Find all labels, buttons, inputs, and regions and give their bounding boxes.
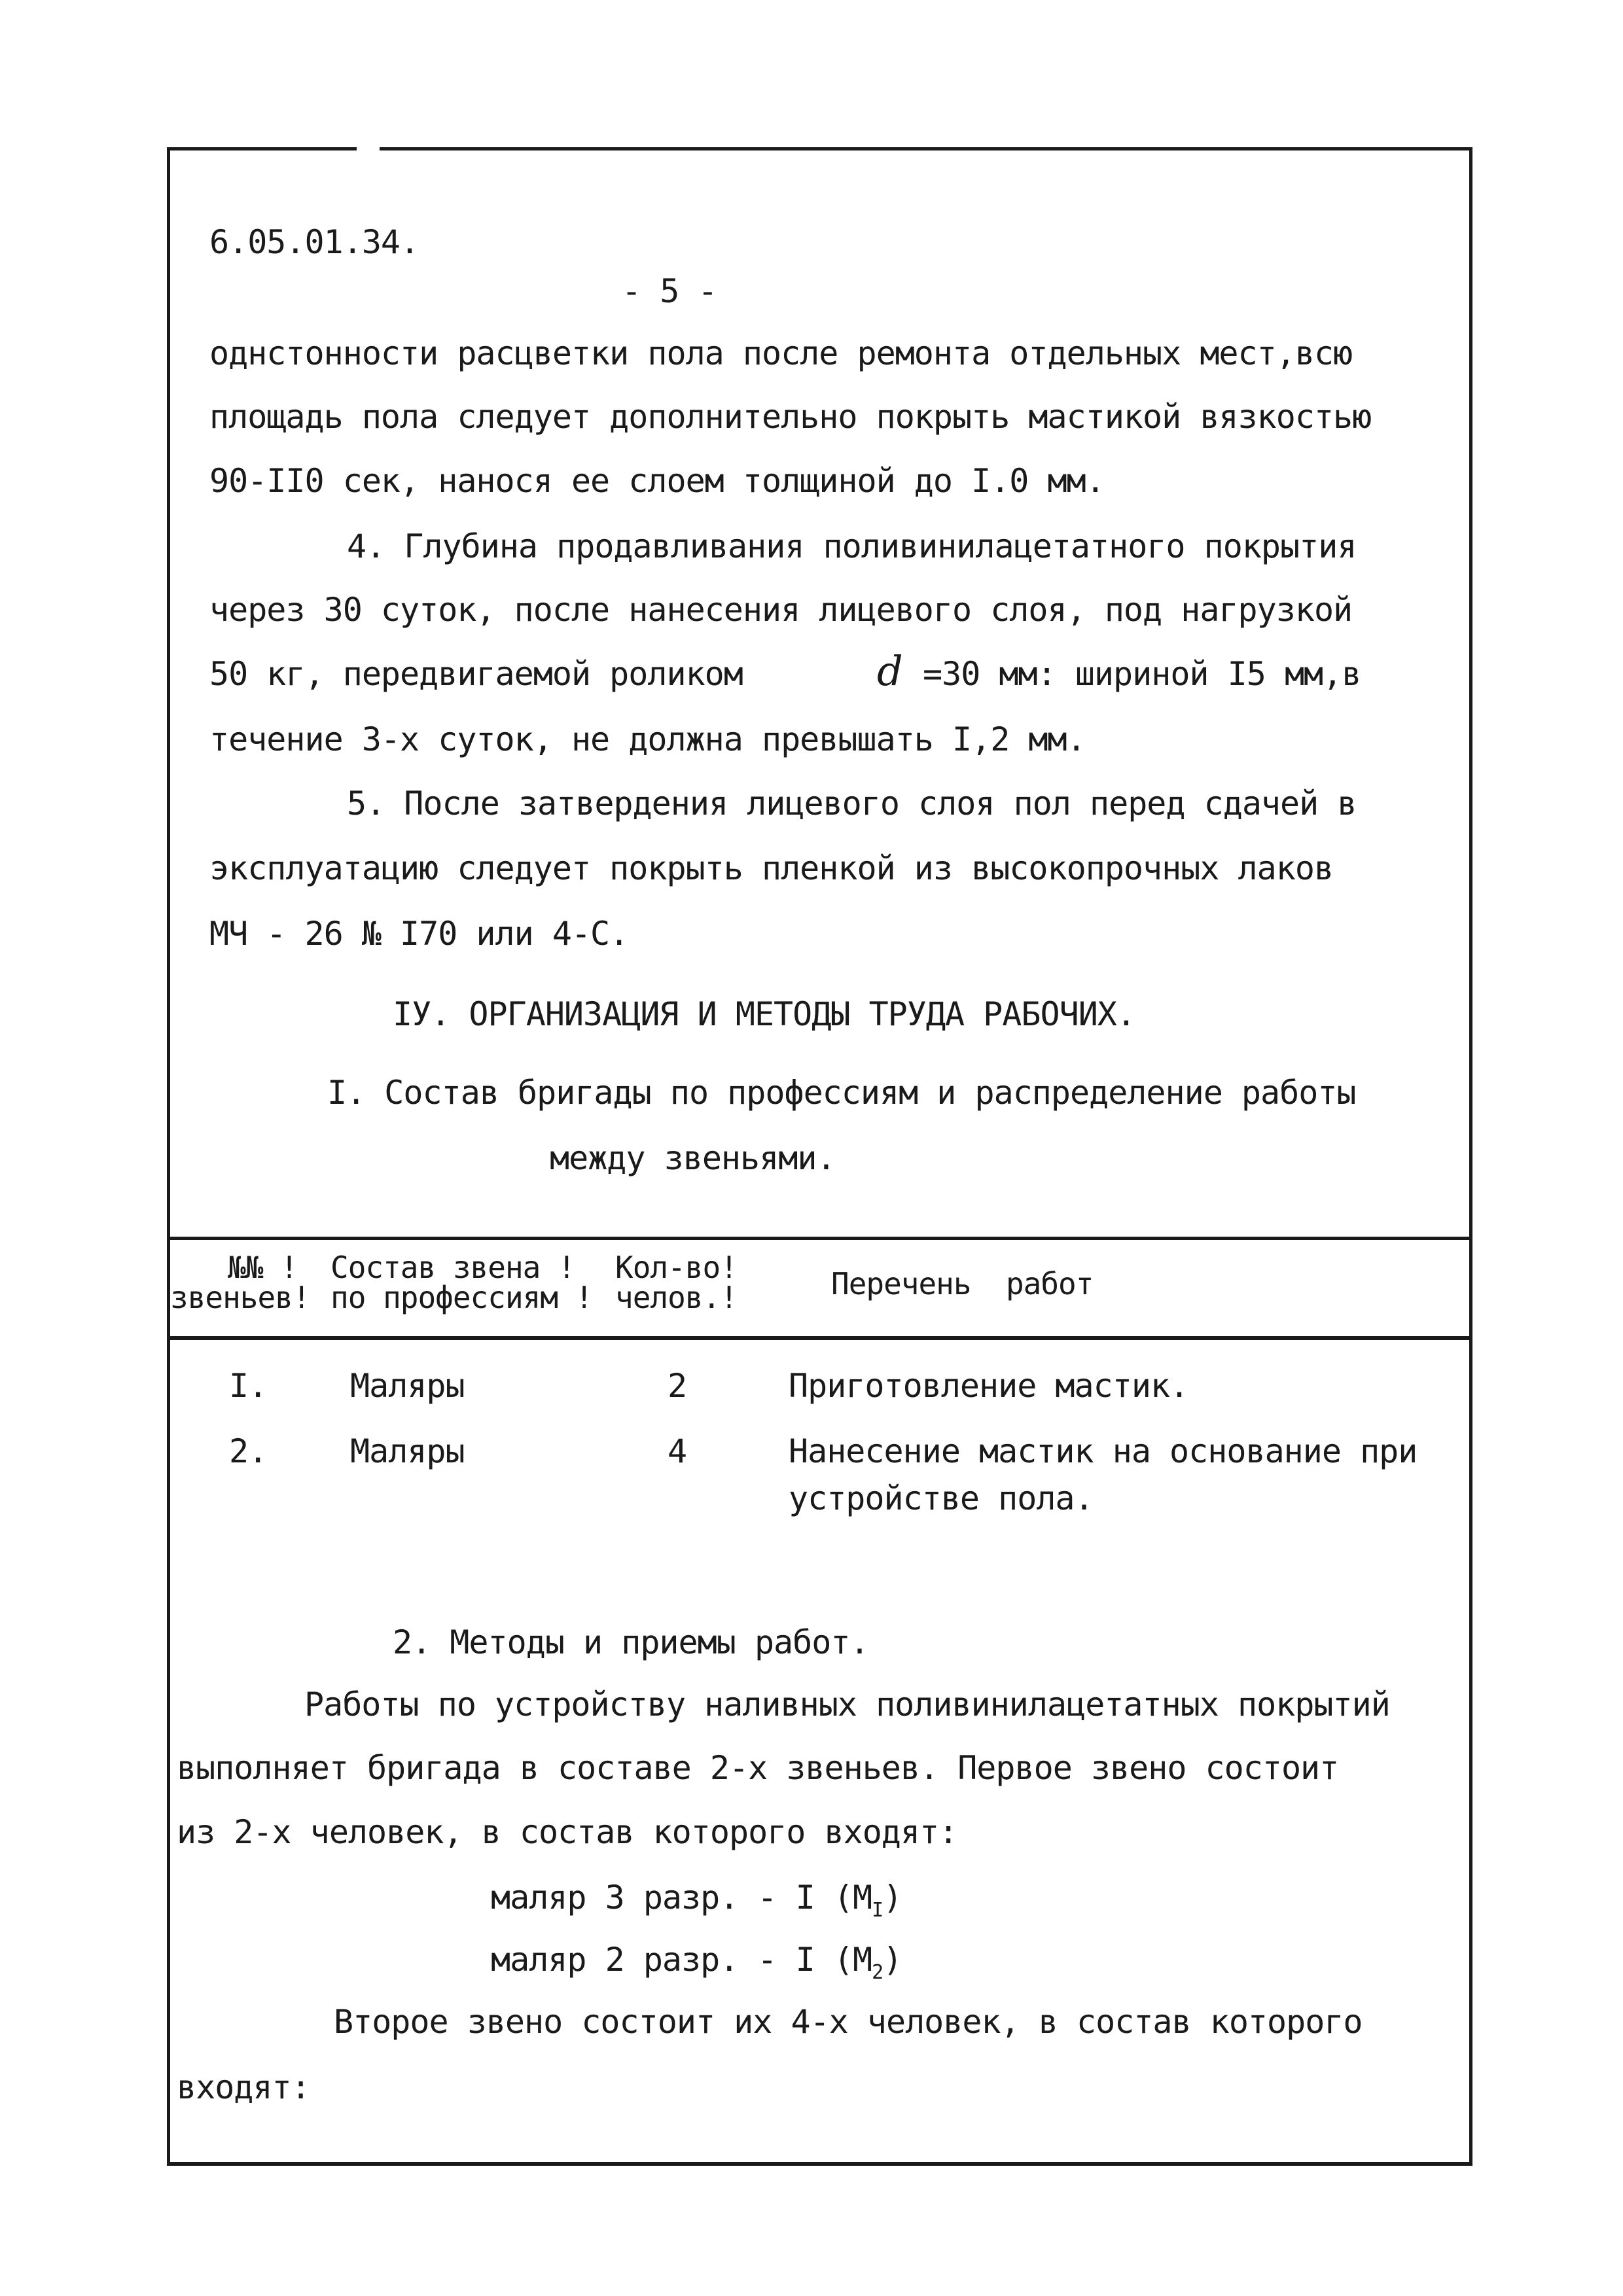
table-header-num-1: №№ ! bbox=[228, 1250, 298, 1285]
text-line: 5. После затвердения лицевого слоя пол перед сдачей в bbox=[347, 785, 1357, 822]
worker-subscript: I bbox=[872, 1899, 883, 1922]
table-header-num-2: звеньев! bbox=[170, 1280, 310, 1315]
worker-close: ) bbox=[883, 1879, 902, 1916]
text-line: входят: bbox=[177, 2068, 310, 2106]
table-cell-composition: Маляры bbox=[350, 1367, 465, 1405]
text-line: =30 мм: шириной I5 мм,в bbox=[923, 655, 1361, 693]
worker-line bbox=[491, 1943, 902, 1983]
table-cell-work-cont: устройстве пола. bbox=[789, 1479, 1094, 1517]
text-line: Второе звено состоит их 4-х человек, в состав которого bbox=[334, 2003, 1363, 2041]
page-number: - 5 - bbox=[622, 272, 717, 310]
table-header-work: Перечень работ bbox=[831, 1266, 1094, 1301]
worker-close: ) bbox=[883, 1941, 902, 1979]
table-header-composition-2: по профессиям ! bbox=[330, 1280, 593, 1315]
text-line: однстонности расцветки пола после ремонта отдельных мест,всю bbox=[209, 334, 1353, 372]
text-line: 50 кг, передвигаемой роликом bbox=[209, 655, 743, 693]
table-header-composition-1: Состав звена ! bbox=[330, 1250, 575, 1285]
subsection-title-cont: между звеньями. bbox=[550, 1139, 836, 1177]
text-line: площадь пола следует дополнительно покрыть мастикой вязкостью bbox=[209, 398, 1372, 436]
text-line: выполняет бригада в составе 2-х звеньев. Первое звено состоит bbox=[177, 1749, 1339, 1787]
text-line: 4. Глубина продавливания поливинилацетатного покрытия bbox=[347, 527, 1357, 565]
text-line: эксплуатацию следует покрыть пленкой из высокопрочных лаков bbox=[209, 849, 1334, 887]
text-line: через 30 суток, после нанесения лицевого слоя, под нагрузкой bbox=[209, 591, 1353, 629]
section-title: IУ. ОРГАНИЗАЦИЯ И МЕТОДЫ ТРУДА РАБОЧИХ. bbox=[393, 995, 1135, 1033]
text-line: течение 3-х суток, не должна превышать I,2 мм. bbox=[209, 720, 1086, 758]
worker-line bbox=[491, 1881, 902, 1920]
diameter-symbol: d bbox=[877, 647, 902, 695]
table-cell-work: Нанесение мастик на основание при bbox=[789, 1432, 1418, 1470]
table-cell-count: 4 bbox=[668, 1432, 687, 1470]
text-line: 90-II0 сек, нанося ее слоем толщиной до I.0 мм. bbox=[209, 462, 1105, 500]
table-cell-count: 2 bbox=[668, 1367, 687, 1405]
frame-top-line-left bbox=[167, 147, 357, 150]
table-cell-composition: Маляры bbox=[350, 1432, 465, 1470]
subsection-title: I. Состав бригады по профессиям и распределение работы bbox=[327, 1074, 1356, 1112]
frame-top-line-right bbox=[380, 147, 1472, 150]
text-line: МЧ - 26 № I70 или 4-С. bbox=[209, 915, 629, 953]
table-cell-num: I. bbox=[229, 1367, 268, 1405]
table-top-rule bbox=[169, 1237, 1471, 1240]
document-code: 6.05.01.34. bbox=[209, 223, 419, 261]
worker-text: маляр 3 разр. - I (М bbox=[491, 1879, 872, 1916]
table-header-rule bbox=[169, 1336, 1471, 1340]
table-cell-work: Приготовление мастик. bbox=[789, 1367, 1189, 1405]
text-line: Работы по устройству наливных поливинилацетатных покрытий bbox=[304, 1686, 1390, 1723]
table-cell-num: 2. bbox=[229, 1432, 268, 1470]
table-header-count-2: челов.! bbox=[615, 1280, 738, 1315]
table-header-count-1: Кол-во! bbox=[615, 1250, 738, 1285]
text-line: из 2-х человек, в состав которого входят: bbox=[177, 1813, 958, 1851]
subsection-title: 2. Методы и приемы работ. bbox=[393, 1623, 869, 1661]
worker-text: маляр 2 разр. - I (М bbox=[491, 1941, 872, 1979]
worker-subscript: 2 bbox=[872, 1961, 883, 1984]
